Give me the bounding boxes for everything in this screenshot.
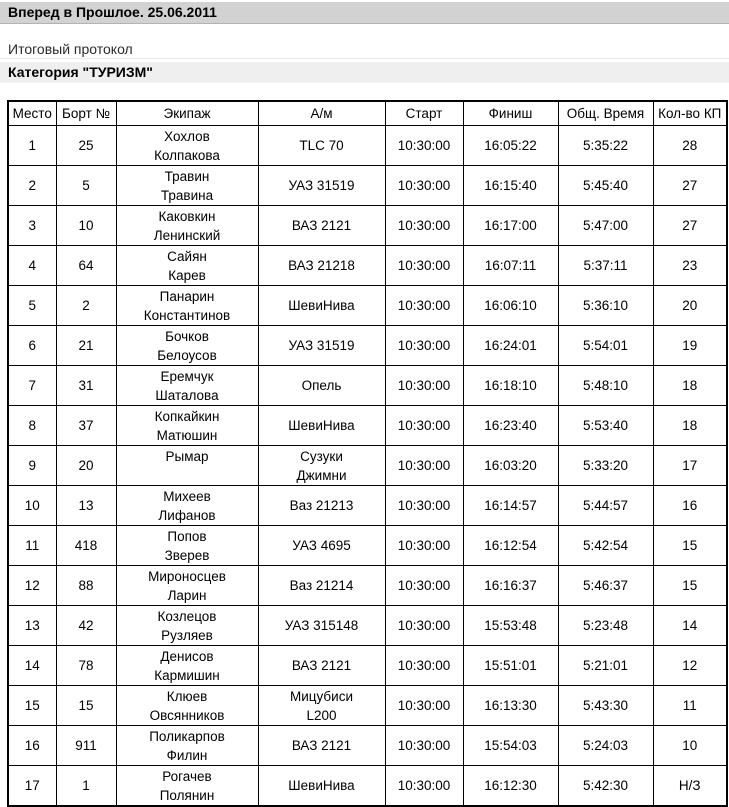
cell-place: 12 — [8, 566, 56, 606]
cell-kp: 11 — [653, 686, 727, 726]
cell-board: 21 — [56, 326, 116, 366]
cell-total: 5:54:01 — [558, 326, 653, 366]
table-row — [8, 566, 727, 606]
cell-kp: Н/З — [653, 766, 727, 807]
cell-car: TLC 70 — [258, 126, 385, 166]
cell-kp: 28 — [653, 126, 727, 166]
cell-finish: 16:18:10 — [463, 366, 558, 406]
cell-kp: 15 — [653, 526, 727, 566]
cell-board: 10 — [56, 206, 116, 246]
cell-crew: Клюев Овсянников — [116, 686, 258, 726]
cell-total: 5:48:10 — [558, 366, 653, 406]
cell-finish: 16:12:54 — [463, 526, 558, 566]
cell-place: 3 — [8, 206, 56, 246]
table-row — [8, 686, 727, 726]
cell-board: 88 — [56, 566, 116, 606]
cell-crew: Попов Зверев — [116, 526, 258, 566]
report-title: Вперед в Прошлое. 25.06.2011 — [0, 2, 729, 24]
cell-kp: 27 — [653, 206, 727, 246]
cell-kp: 10 — [653, 726, 727, 766]
cell-start: 10:30:00 — [385, 446, 463, 486]
table-row — [8, 286, 727, 326]
cell-kp: 16 — [653, 486, 727, 526]
cell-total: 5:44:57 — [558, 486, 653, 526]
cell-crew: Бочков Белоусов — [116, 326, 258, 366]
cell-finish: 15:51:01 — [463, 646, 558, 686]
cell-place: 2 — [8, 166, 56, 206]
cell-total: 5:42:54 — [558, 526, 653, 566]
cell-board: 25 — [56, 126, 116, 166]
cell-finish: 16:03:20 — [463, 446, 558, 486]
table-row — [8, 646, 727, 686]
cell-crew: Козлецов Рузляев — [116, 606, 258, 646]
column-header-start: Старт — [385, 101, 463, 126]
table-row — [8, 486, 727, 526]
cell-start: 10:30:00 — [385, 686, 463, 726]
cell-car: ШевиНива — [258, 766, 385, 807]
cell-kp: 18 — [653, 366, 727, 406]
cell-kp: 12 — [653, 646, 727, 686]
cell-finish: 16:12:30 — [463, 766, 558, 807]
table-row — [8, 766, 727, 807]
cell-crew: Копкайкин Матюшин — [116, 406, 258, 446]
cell-crew: Рогачев Полянин — [116, 766, 258, 807]
cell-finish: 16:17:00 — [463, 206, 558, 246]
cell-car: УАЗ 31519 — [258, 166, 385, 206]
cell-start: 10:30:00 — [385, 206, 463, 246]
results-table — [7, 100, 728, 807]
table-header — [8, 101, 727, 126]
cell-place: 11 — [8, 526, 56, 566]
cell-start: 10:30:00 — [385, 366, 463, 406]
table-row — [8, 326, 727, 366]
header-row — [8, 101, 727, 126]
cell-place: 7 — [8, 366, 56, 406]
cell-car: ШевиНива — [258, 286, 385, 326]
cell-finish: 16:07:11 — [463, 246, 558, 286]
cell-total: 5:46:37 — [558, 566, 653, 606]
cell-total: 5:35:22 — [558, 126, 653, 166]
column-header-board: Борт № — [56, 101, 116, 126]
cell-finish: 16:05:22 — [463, 126, 558, 166]
cell-crew: Мироносцев Ларин — [116, 566, 258, 606]
cell-place: 6 — [8, 326, 56, 366]
cell-total: 5:36:10 — [558, 286, 653, 326]
cell-crew: Хохлов Колпакова — [116, 126, 258, 166]
cell-finish: 16:14:57 — [463, 486, 558, 526]
cell-place: 8 — [8, 406, 56, 446]
table-row — [8, 206, 727, 246]
cell-start: 10:30:00 — [385, 406, 463, 446]
table-row — [8, 366, 727, 406]
cell-total: 5:43:30 — [558, 686, 653, 726]
cell-start: 10:30:00 — [385, 726, 463, 766]
cell-kp: 17 — [653, 446, 727, 486]
cell-car: ВАЗ 21218 — [258, 246, 385, 286]
cell-start: 10:30:00 — [385, 606, 463, 646]
table-row — [8, 246, 727, 286]
cell-kp: 23 — [653, 246, 727, 286]
cell-finish: 15:54:03 — [463, 726, 558, 766]
cell-place: 13 — [8, 606, 56, 646]
cell-total: 5:33:20 — [558, 446, 653, 486]
cell-kp: 20 — [653, 286, 727, 326]
column-header-crew: Экипаж — [116, 101, 258, 126]
cell-board: 2 — [56, 286, 116, 326]
cell-place: 16 — [8, 726, 56, 766]
cell-place: 10 — [8, 486, 56, 526]
cell-start: 10:30:00 — [385, 326, 463, 366]
table-row — [8, 726, 727, 766]
column-header-place: Место — [8, 101, 56, 126]
cell-car: Мицубиси L200 — [258, 686, 385, 726]
cell-place: 5 — [8, 286, 56, 326]
category-label: Категория "ТУРИЗМ" — [0, 62, 729, 83]
cell-start: 10:30:00 — [385, 486, 463, 526]
cell-board: 15 — [56, 686, 116, 726]
cell-crew: Поликарпов Филин — [116, 726, 258, 766]
cell-finish: 16:16:37 — [463, 566, 558, 606]
cell-crew: Сайян Карев — [116, 246, 258, 286]
cell-finish: 16:24:01 — [463, 326, 558, 366]
cell-place: 1 — [8, 126, 56, 166]
cell-start: 10:30:00 — [385, 246, 463, 286]
protocol-subtitle: Итоговый протокол — [0, 40, 729, 59]
cell-car: Ваз 21213 — [258, 486, 385, 526]
cell-kp: 15 — [653, 566, 727, 606]
cell-car: Сузуки Джимни — [258, 446, 385, 486]
column-header-kp: Кол-во КП — [653, 101, 727, 126]
cell-car: УАЗ 4695 — [258, 526, 385, 566]
cell-kp: 14 — [653, 606, 727, 646]
cell-place: 9 — [8, 446, 56, 486]
cell-place: 14 — [8, 646, 56, 686]
cell-finish: 16:15:40 — [463, 166, 558, 206]
results-tbody — [8, 126, 727, 807]
cell-crew: Еремчук Шаталова — [116, 366, 258, 406]
cell-board: 5 — [56, 166, 116, 206]
cell-car: УАЗ 315148 — [258, 606, 385, 646]
cell-board: 31 — [56, 366, 116, 406]
cell-board: 911 — [56, 726, 116, 766]
cell-start: 10:30:00 — [385, 286, 463, 326]
cell-kp: 19 — [653, 326, 727, 366]
cell-board: 42 — [56, 606, 116, 646]
cell-crew: Каковкин Ленинский — [116, 206, 258, 246]
cell-total: 5:42:30 — [558, 766, 653, 807]
cell-place: 4 — [8, 246, 56, 286]
cell-car: ВАЗ 2121 — [258, 726, 385, 766]
cell-crew: Рымар — [116, 446, 258, 486]
cell-start: 10:30:00 — [385, 766, 463, 807]
cell-board: 37 — [56, 406, 116, 446]
cell-board: 64 — [56, 246, 116, 286]
cell-crew: Травин Травина — [116, 166, 258, 206]
cell-board: 418 — [56, 526, 116, 566]
cell-start: 10:30:00 — [385, 126, 463, 166]
cell-finish: 16:13:30 — [463, 686, 558, 726]
cell-car: Ваз 21214 — [258, 566, 385, 606]
table-row — [8, 446, 727, 486]
column-header-finish: Финиш — [463, 101, 558, 126]
cell-kp: 18 — [653, 406, 727, 446]
table-row — [8, 526, 727, 566]
cell-place: 17 — [8, 766, 56, 807]
cell-total: 5:21:01 — [558, 646, 653, 686]
cell-car: ВАЗ 2121 — [258, 646, 385, 686]
cell-finish: 15:53:48 — [463, 606, 558, 646]
cell-total: 5:37:11 — [558, 246, 653, 286]
cell-place: 15 — [8, 686, 56, 726]
cell-start: 10:30:00 — [385, 646, 463, 686]
table-row — [8, 166, 727, 206]
cell-total: 5:23:48 — [558, 606, 653, 646]
column-header-total: Общ. Время — [558, 101, 653, 126]
cell-board: 1 — [56, 766, 116, 807]
cell-board: 13 — [56, 486, 116, 526]
table-row — [8, 406, 727, 446]
cell-finish: 16:06:10 — [463, 286, 558, 326]
cell-finish: 16:23:40 — [463, 406, 558, 446]
cell-car: ШевиНива — [258, 406, 385, 446]
cell-car: Опель — [258, 366, 385, 406]
table-row — [8, 606, 727, 646]
cell-crew: Михеев Лифанов — [116, 486, 258, 526]
cell-crew: Денисов Кармишин — [116, 646, 258, 686]
table-row — [8, 126, 727, 166]
cell-total: 5:45:40 — [558, 166, 653, 206]
cell-board: 78 — [56, 646, 116, 686]
cell-board: 20 — [56, 446, 116, 486]
cell-car: ВАЗ 2121 — [258, 206, 385, 246]
cell-total: 5:47:00 — [558, 206, 653, 246]
cell-start: 10:30:00 — [385, 526, 463, 566]
cell-car: УАЗ 31519 — [258, 326, 385, 366]
column-header-car: А/м — [258, 101, 385, 126]
cell-kp: 27 — [653, 166, 727, 206]
cell-crew: Панарин Константинов — [116, 286, 258, 326]
cell-start: 10:30:00 — [385, 166, 463, 206]
cell-total: 5:53:40 — [558, 406, 653, 446]
cell-total: 5:24:03 — [558, 726, 653, 766]
cell-start: 10:30:00 — [385, 566, 463, 606]
